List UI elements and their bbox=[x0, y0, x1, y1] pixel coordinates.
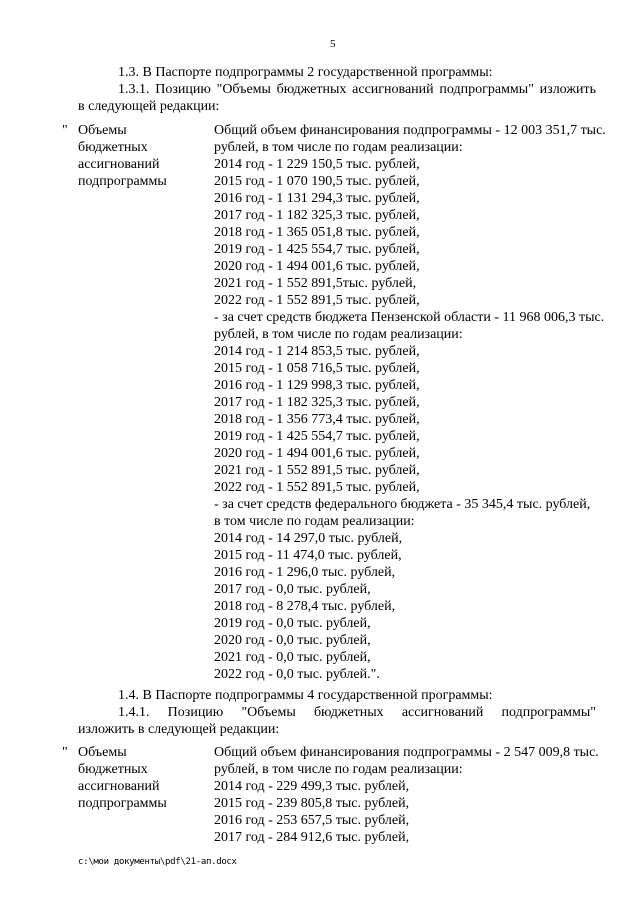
section-1-3-label-line: ассигнований bbox=[78, 157, 160, 172]
section-1-3-amount-line: 2018 год - 8 278,4 тыс. рублей, bbox=[214, 599, 396, 614]
section-1-3-amount-line: 2017 год - 0,0 тыс. рублей, bbox=[214, 582, 371, 597]
section-1-3-label-line: подпрограммы bbox=[78, 174, 167, 189]
section-1-3-amount-line: 2019 год - 1 425 554,7 тыс. рублей, bbox=[214, 429, 420, 444]
section-1-4-amount-line: 2014 год - 229 499,3 тыс. рублей, bbox=[214, 779, 410, 794]
section-1-4-heading: 1.4. В Паспорте подпрограммы 4 государственной программы: bbox=[118, 688, 493, 703]
section-1-3-para bbox=[118, 81, 596, 98]
section-1-3-amount-line: 2016 год - 1 129 998,3 тыс. рублей, bbox=[214, 378, 420, 393]
section-1-3-amount-line: 2019 год - 1 425 554,7 тыс. рублей, bbox=[214, 242, 420, 257]
section-1-3-amount-line: 2014 год - 1 214 853,5 тыс. рублей, bbox=[214, 344, 420, 359]
section-1-3-amounts bbox=[214, 122, 606, 683]
section-1-3-amount-line: 2018 год - 1 356 773,4 тыс. рублей, bbox=[214, 412, 420, 427]
section-1-3-label-line: бюджетных bbox=[78, 140, 148, 155]
section-1-3-amount-line: 2015 год - 11 474,0 тыс. рублей, bbox=[214, 548, 402, 563]
page-number: 5 bbox=[330, 38, 336, 50]
section-1-3-heading: 1.3. В Паспорте подпрограммы 2 государственной программы: bbox=[118, 65, 493, 80]
section-1-3-amount-line: 2017 год - 1 182 325,3 тыс. рублей, bbox=[214, 208, 420, 223]
section-1-3-amount-line: в том числе по годам реализации: bbox=[214, 514, 415, 529]
section-1-4-amount-line: 2016 год - 253 657,5 тыс. рублей, bbox=[214, 813, 410, 828]
section-1-3-amount-line: Общий объем финансирования подпрограммы - 12 003 351,7 тыс. bbox=[214, 123, 606, 138]
section-1-4-label-line: ассигнований bbox=[78, 779, 160, 794]
section-1-3-label bbox=[78, 122, 167, 190]
section-1-3-amount-line: 2018 год - 1 365 051,8 тыс. рублей, bbox=[214, 225, 420, 240]
footer-file-path: c:\мои документы\pdf\21-ап.docx bbox=[78, 857, 237, 867]
section-1-4-label-line: бюджетных bbox=[78, 762, 148, 777]
section-1-4-amount-line: 2015 год - 239 805,8 тыс. рублей, bbox=[214, 796, 410, 811]
section-1-3-para-line1: 1.3.1. Позицию "Объемы бюджетных ассигнований подпрограммы" изложить bbox=[118, 82, 596, 97]
section-1-4-para bbox=[118, 704, 596, 721]
section-1-3-amount-line: 2015 год - 1 058 716,5 тыс. рублей, bbox=[214, 361, 420, 376]
section-1-3-amount-line: 2016 год - 1 296,0 тыс. рублей, bbox=[214, 565, 396, 580]
section-1-3-amount-line: 2016 год - 1 131 294,3 тыс. рублей, bbox=[214, 191, 420, 206]
section-1-4-label bbox=[78, 744, 167, 812]
section-1-3-amount-line: 2021 год - 0,0 тыс. рублей, bbox=[214, 650, 371, 665]
section-1-3-amount-line: 2015 год - 1 070 190,5 тыс. рублей, bbox=[214, 174, 420, 189]
section-1-4-open-quote: " bbox=[62, 745, 68, 760]
section-1-3-amount-line: рублей, в том числе по годам реализации: bbox=[214, 140, 463, 155]
section-1-3-amount-line: 2020 год - 0,0 тыс. рублей, bbox=[214, 633, 371, 648]
section-1-4-label-line: подпрограммы bbox=[78, 796, 167, 811]
section-1-4-para-line2: изложить в следующей редакции: bbox=[78, 722, 280, 737]
section-1-3-amount-line: 2017 год - 1 182 325,3 тыс. рублей, bbox=[214, 395, 420, 410]
section-1-4-amount-line: Общий объем финансирования подпрограммы - 2 547 009,8 тыс. bbox=[214, 745, 599, 760]
section-1-3-para-line2: в следующей редакции: bbox=[78, 99, 220, 114]
section-1-3-amount-line: 2022 год - 0,0 тыс. рублей.". bbox=[214, 667, 380, 682]
section-1-3-amount-line: 2021 год - 1 552 891,5 тыс. рублей, bbox=[214, 463, 420, 478]
section-1-3-amount-line: 2019 год - 0,0 тыс. рублей, bbox=[214, 616, 371, 631]
section-1-3-amount-line: 2021 год - 1 552 891,5тыс. рублей, bbox=[214, 276, 417, 291]
section-1-3-amount-line: 2014 год - 14 297,0 тыс. рублей, bbox=[214, 531, 403, 546]
section-1-3-amount-line: - за счет средств бюджета Пензенской области - 11 968 006,3 тыс. bbox=[214, 310, 605, 325]
section-1-3-open-quote: " bbox=[62, 123, 68, 138]
section-1-3-amount-line: 2022 год - 1 552 891,5 тыс. рублей, bbox=[214, 293, 420, 308]
section-1-3-amount-line: рублей, в том числе по годам реализации: bbox=[214, 327, 463, 342]
section-1-4-amount-line: рублей, в том числе по годам реализации: bbox=[214, 762, 463, 777]
section-1-4-para-line1: 1.4.1. Позицию "Объемы бюджетных ассигнований подпрограммы" bbox=[118, 705, 596, 720]
section-1-3-label-line: Объемы bbox=[78, 123, 127, 138]
section-1-3-amount-line: - за счет средств федерального бюджета - 35 345,4 тыс. рублей, bbox=[214, 497, 591, 512]
section-1-4-amounts bbox=[214, 744, 599, 846]
section-1-3-amount-line: 2020 год - 1 494 001,6 тыс. рублей, bbox=[214, 446, 420, 461]
section-1-3-amount-line: 2022 год - 1 552 891,5 тыс. рублей, bbox=[214, 480, 420, 495]
section-1-4-amount-line: 2017 год - 284 912,6 тыс. рублей, bbox=[214, 830, 410, 845]
section-1-3-amount-line: 2020 год - 1 494 001,6 тыс. рублей, bbox=[214, 259, 420, 274]
section-1-4-label-line: Объемы bbox=[78, 745, 127, 760]
section-1-3-amount-line: 2014 год - 1 229 150,5 тыс. рублей, bbox=[214, 157, 420, 172]
